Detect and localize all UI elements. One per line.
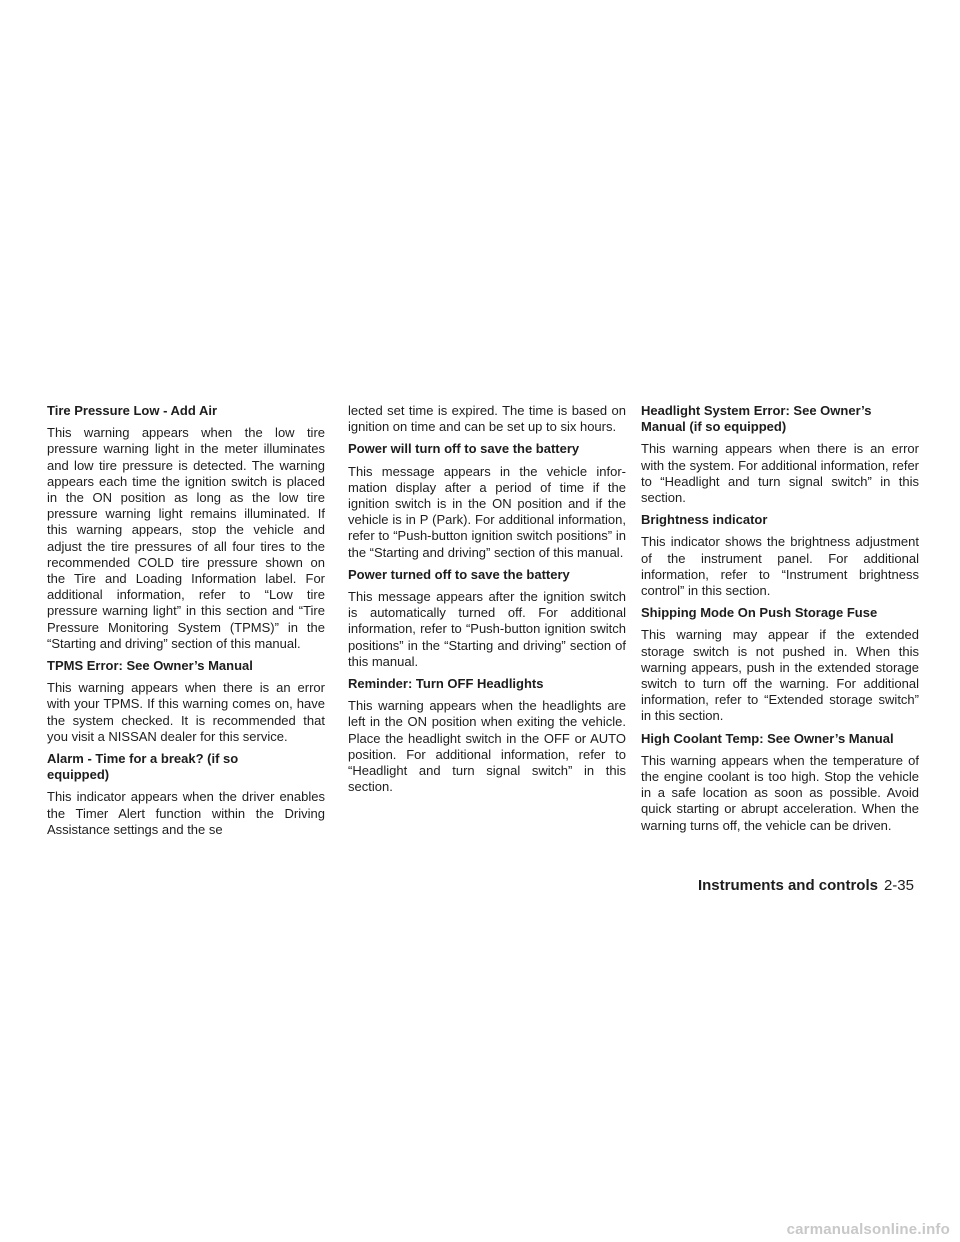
section-body: This indicator shows the brightness adjustment of the instrument panel. For additional information, refer to “Instrument brightness control” in this section. — [641, 534, 919, 599]
section-body: This warning appears when the low tire pressure warning light in the meter illuminates and low tire pressure is detected. The warning appears each time the ignition switch is placed in the ON position as long as the low tire pressure warning light remains illuminated. If this warning appears, stop the vehicle and adjust the tire pressures of all four tires to the recommended COLD tire pressure shown on the Tire and Loading Information label. For additional information, refer to “Low tire pressure warning light” in this section and “Tire Pressure Monitoring System (TPMS)” in the “Starting and driving” section of this manual. — [47, 425, 325, 651]
watermark: carmanualsonline.info — [786, 1221, 950, 1238]
section-heading: High Coolant Temp: See Owner’s Manual — [641, 730, 894, 746]
text-column-1 — [47, 403, 325, 844]
section-body: This warning appears when there is an error with the system. For additional information, refer to “Headlight and turn signal switch” in this section. — [641, 441, 919, 506]
continued-body: lected set time is expired. The time is based on ignition on time and can be set up to six hours. — [348, 403, 626, 435]
section-body: This warning appears when there is an error with your TPMS. If this warning comes on, have the system checked. It is recommended that you visit a NISSAN dealer for this service. — [47, 680, 325, 744]
text-column-2 — [348, 403, 626, 801]
section-heading: Headlight System Error: See Owner’s Manual (if so equipped) — [641, 403, 872, 435]
section-heading: Power turned off to save the battery — [348, 566, 570, 582]
section-heading: Power will turn off to save the battery — [348, 441, 580, 457]
section-heading: Brightness indicator — [641, 512, 768, 528]
section-body: This warning may appear if the extended storage switch is not pushed in. When this warning appears, push in the extended storage switch to turn off the warning. For additional information, refer to “Extended storage switch” in this section. — [641, 627, 919, 724]
section-body: This message appears after the ignition switch is automatically turned off. For additional information, refer to “Push-button ignition switch positions” in the “Starting and driving” section of this manual. — [348, 589, 626, 669]
section-body: This warning appears when the headlights are left in the ON position when exiting the vehicle. Place the headlight switch in the OFF or AUTO position. For additional information, refer to “Headlight and turn signal switch” in this section. — [348, 698, 626, 795]
section-body: This warning appears when the temperature of the engine coolant is too high. Stop the vehicle in a safe location as soon as possible. Avoid quick starting or abrupt acceleration. When the warning turns off, the vehicle can be driven. — [641, 752, 919, 833]
section-heading: Shipping Mode On Push Storage Fuse — [641, 605, 878, 621]
section-heading: Tire Pressure Low - Add Air — [47, 403, 218, 418]
section-heading: Alarm - Time for a break? (if so equipped) — [47, 751, 239, 783]
page-number: 2-35 — [883, 877, 914, 894]
section-body: This message appears in the vehicle information display after a period of time if the ignition switch is in the ON position and if the vehicle is in P (Park). For additional information, refer to “Push-button ignition switch positions” in the “Starting and driving” section of this manual. — [348, 463, 626, 560]
text-column-3 — [641, 403, 919, 840]
footer-section-title: Instruments and controls — [697, 877, 878, 894]
section-heading: Reminder: Turn OFF Headlights — [348, 676, 544, 692]
section-body: This indicator appears when the driver enables the Timer Alert function within the Driving Assistance settings and the se — [47, 789, 325, 837]
section-heading: TPMS Error: See Owner’s Manual — [47, 658, 253, 674]
page-footer — [698, 876, 914, 896]
